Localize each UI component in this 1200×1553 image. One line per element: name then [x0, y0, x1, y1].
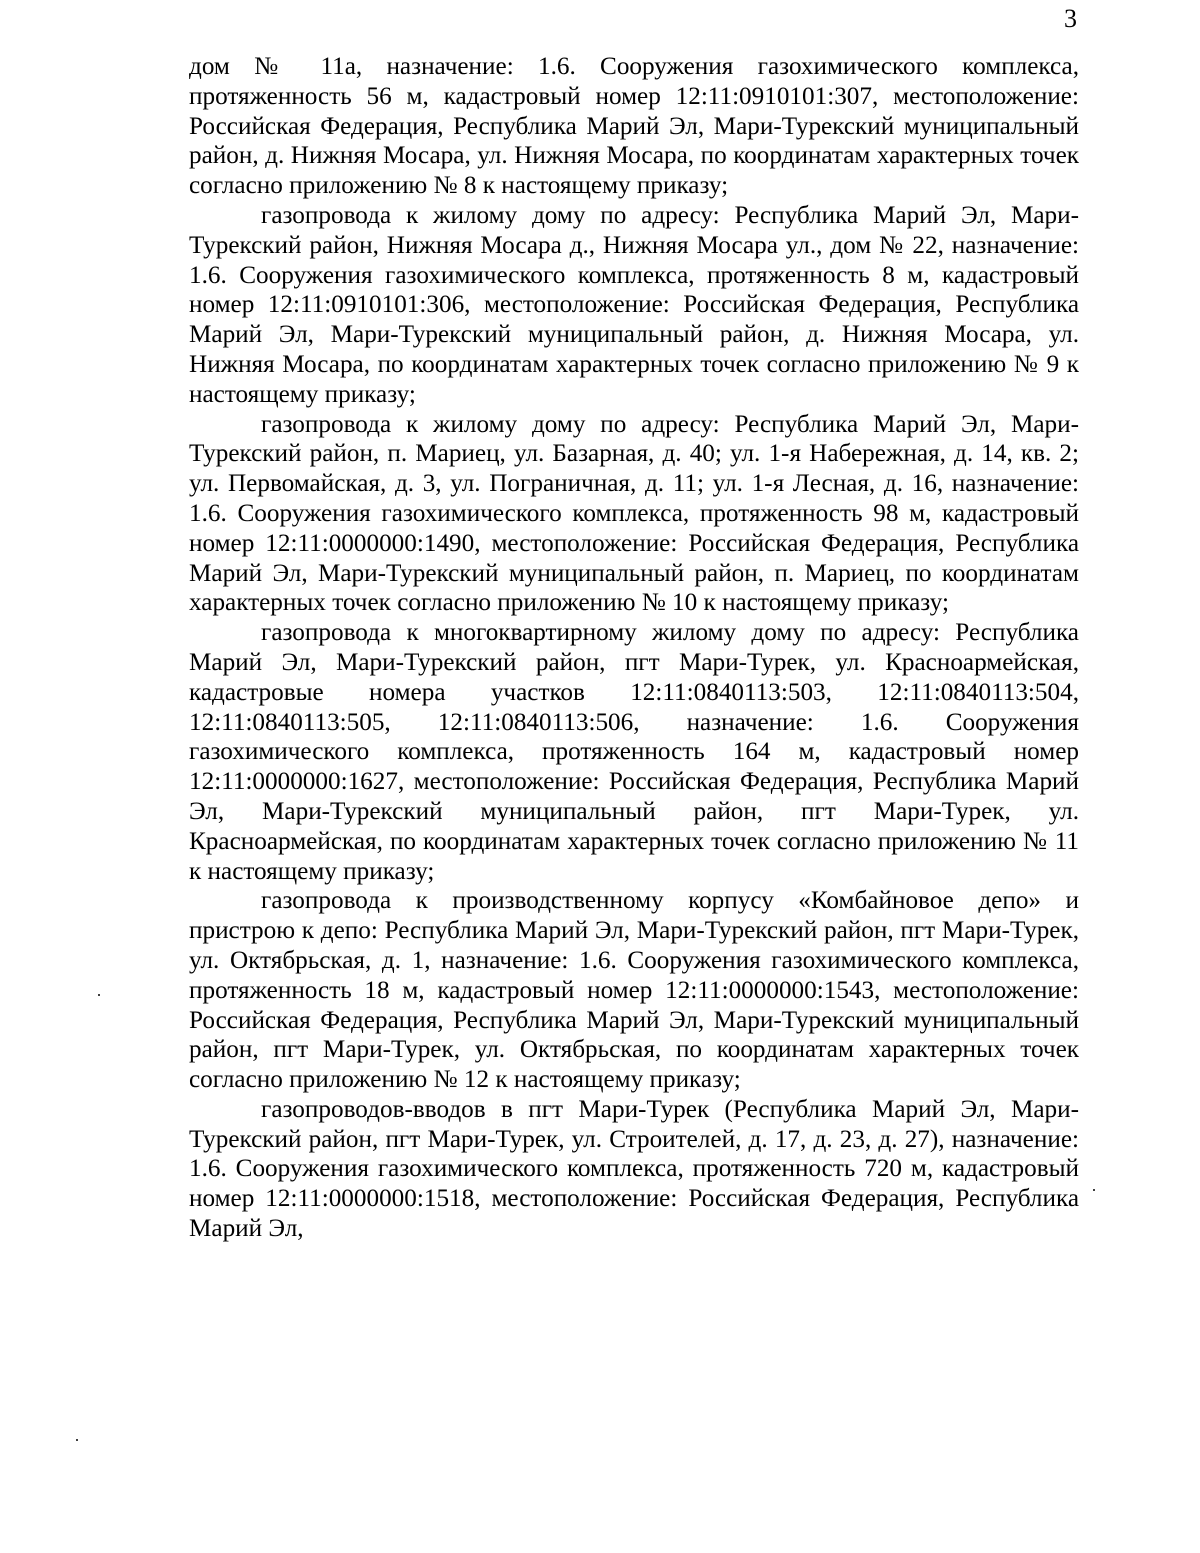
scan-speck	[1093, 1189, 1095, 1191]
paragraph-continuation: дом № 11а, назначение: 1.6. Сооружения газохимического комплекса, протяженность 56 м, кадастровый номер 12:11:0910101:307, местоположение: Российская Федерация, Республика Марий Эл, Мари-Турекский муниципальный район, д. Нижняя Мосара, ул. Нижняя Мосара, по координатам характерных точек согласно приложению № 8 к настоящему приказу;	[189, 53, 1079, 200]
scan-speck	[98, 994, 100, 996]
paragraph-gas-pipeline-krasnoarmeiskaya: газопровода к многоквартирному жилому дому по адресу: Республика Марий Эл, Мари-Турекский район, пгт Мари-Турек, ул. Красноармейская, кадастровые номера участков 12:11:0840113:503, 12:11:0840113:504, 12:11:0840113:505, 12:11:0840113:506, назначение: 1.6. Сооружения газохимического комплекса, протяженность 164 м, кадастровый номер 12:11:0000000:1627, местоположение: Российская Федерация, Республика Марий Эл, Мари-Турекский муниципальный район, пгт Мари-Турек, ул. Красноармейская, по координатам характерных точек согласно приложению № 11 к настоящему приказу;	[189, 619, 1079, 885]
scan-speck	[76, 1439, 78, 1441]
paragraph-gas-pipeline-mariets: газопровода к жилому дому по адресу: Республика Марий Эл, Мари-Турекский район, п. Мариец, ул. Базарная, д. 40; ул. 1-я Набережная, д. 14, кв. 2; ул. Первомайская, д. 3, ул. Пограничная, д. 11; ул. 1-я Лесная, д. 16, назначение: 1.6. Сооружения газохимического комплекса, протяженность 98 м, кадастровый номер 12:11:0000000:1490, местоположение: Российская Федерация, Республика Марий Эл, Мари-Турекский муниципальный район, п. Мариец, по координатам характерных точек согласно приложению № 10 к настоящему приказу;	[189, 410, 1079, 617]
paragraph-gas-pipeline-inputs-stroitelei: газопроводов-вводов в пгт Мари-Турек (Республика Марий Эл, Мари-Турекский район, пгт Мари-Турек, ул. Строителей, д. 17, д. 23, д. 27), назначение: 1.6. Сооружения газохимического комплекса, протяженность 720 м, кадастровый номер 12:11:0000000:1518, местоположение: Российская Федерация, Республика Марий Эл,	[189, 1095, 1079, 1243]
paragraph-gas-pipeline-kombainovoe-depo: газопровода к производственному корпусу «Комбайновое депо» и пристрою к депо: Республика Марий Эл, Мари-Турекский район, пгт Мари-Турек, ул. Октябрьская, д. 1, назначение: 1.6. Сооружения газохимического комплекса, протяженность 18 м, кадастровый номер 12:11:0000000:1543, местоположение: Российская Федерация, Республика Марий Эл, Мари-Турекский муниципальный район, пгт Мари-Турек, ул. Октябрьская, по координатам характерных точек согласно приложению № 12 к настоящему приказу;	[189, 887, 1079, 1094]
document-body	[189, 52, 1079, 1244]
paragraph-gas-pipeline-dom-22: газопровода к жилому дому по адресу: Республика Марий Эл, Мари-Турекский район, Нижняя Мосара д., Нижняя Мосара ул., дом № 22, назначение: 1.6. Сооружения газохимического комплекса, протяженность 8 м, кадастровый номер 12:11:0910101:306, местоположение: Российская Федерация, Республика Марий Эл, Мари-Турекский муниципальный район, д. Нижняя Мосара, ул. Нижняя Мосара, по координатам характерных точек согласно приложению № 9 к настоящему приказу;	[189, 201, 1079, 408]
page-number: 3	[1064, 4, 1077, 33]
